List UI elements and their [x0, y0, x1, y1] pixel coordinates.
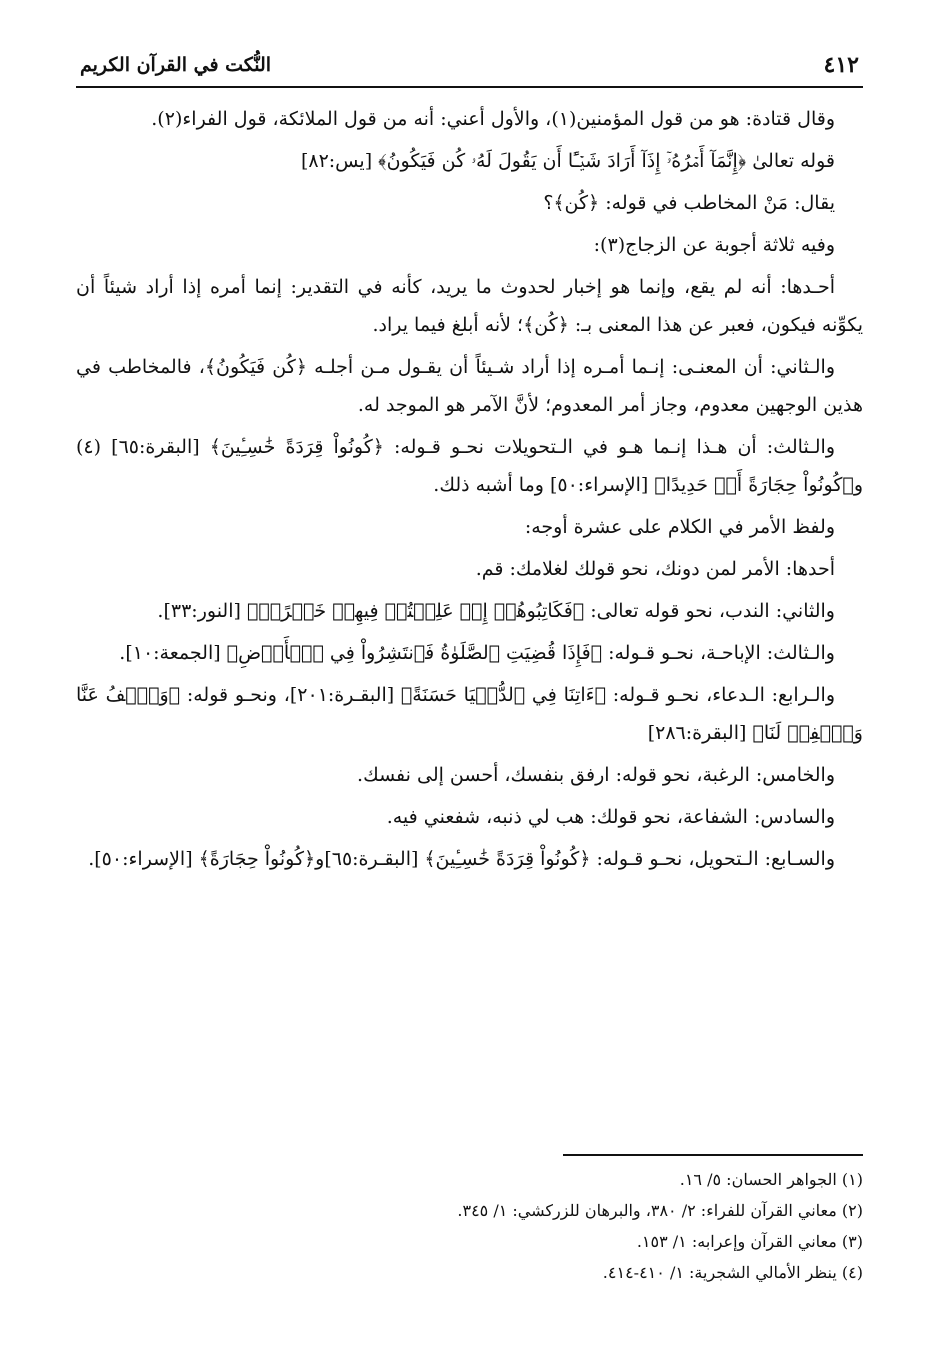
page-number: ٤١٢ — [823, 52, 859, 78]
paragraph: والخامس: الرغبة، نحو قوله: ارفق بنفسك، أحسن إلى نفسك. — [357, 764, 835, 786]
footnotes — [76, 1164, 863, 1288]
page-header — [76, 52, 863, 88]
footnote-separator — [563, 1154, 863, 1156]
paragraph: يقال: مَنْ المخاطب في قوله: ﴿كُن﴾؟ — [543, 192, 835, 214]
page-body — [76, 100, 863, 882]
paragraph: والـثالث: أن هـذا إنـما هـو في الـتحويلات نحـو قـوله: ﴿كُونُواْ قِرَدَةً خَٰسِـِٔينَ﴾ [البقرة:٦٥] (٤) و﴿كُونُواْ حِجَارَةً أَوۡ حَدِيدًا﴾ [الإسراء:٥٠] وما أشبه ذلك. — [76, 436, 863, 496]
paragraph: ولفظ الأمر في الكلام على عشرة أوجه: — [524, 516, 835, 538]
paragraph: وقال قتادة: هو من قول المؤمنين(١)، والأول أعني: أنه من قول الملائكة، قول الفراء(٢). — [151, 108, 835, 130]
paragraph: والسادس: الشفاعة، نحو قولك: هب لي ذنبه، شفعني فيه. — [386, 806, 835, 828]
footnote: (٤) ينظر الأمالي الشجرية: ١/ ٤١٠-٤١٤. — [602, 1263, 863, 1282]
paragraph: والـرابع: الـدعاء، نحـو قـوله: ﴿ءَاتِنَا فِي ٱلدُّنۡيَا حَسَنَةً﴾ [البقـرة:٢٠١]، ونحـو قوله: ﴿وَٱعۡفُ عَنَّا وَٱغۡفِرۡ لَنَا﴾ [البقرة:٢٨٦] — [76, 684, 863, 744]
footnote: (٣) معاني القرآن وإعرابه: ١/ ١٥٣. — [636, 1232, 863, 1251]
paragraph: قوله تعالىٰ ﴿إِنَّمَآ أَمۡرُهُۥٓ إِذَآ أَرَادَ شَيۡـًٔا أَن يَقُولَ لَهُۥ كُن فَيَكُونُ﴾ [يس:٨٢] — [300, 150, 835, 172]
paragraph: أحدها: الأمر لمن دونك، نحو قولك لغلامك: قم. — [475, 558, 835, 580]
paragraph: والثاني: الندب، نحو قوله تعالى: ﴿فَكَاتِبُوهُمۡ إِنۡ عَلِمۡتُمۡ فِيهِمۡ خَيۡرًاۖ﴾ [النور:٣٣]. — [157, 600, 835, 622]
paragraph: والـثالث: الإباحـة، نحـو قـوله: ﴿فَإِذَا قُضِيَتِ ٱلصَّلَوٰةُ فَٱنتَشِرُواْ فِي ٱلۡأَرۡضِ﴾ [الجمعة:١٠]. — [119, 642, 835, 664]
footnote: (١) الجواهر الحسان: ٥/ ١٦. — [679, 1170, 863, 1189]
paragraph: وفيه ثلاثة أجوبة عن الزجاج(٣): — [593, 234, 835, 256]
paragraph: أحـدها: أنه لم يقع، وإنما هو إخبار لحدوث ما يريد، كأنه في التقدير: إنما أمره إذا أراد شيئاً أن يكوِّنه فيكون، فعبر عن هذا المعنى بـ: ﴿كُن﴾؛ لأنه أبلغ فيما يراد. — [76, 276, 863, 336]
paragraph: والـثاني: أن المعنـى: إنـما أمـره إذا أراد شـيئاً أن يقـول مـن أجلـه ﴿كُن فَيَكُونُ﴾، فالمخاطب في هذين الوجهين معدوم، وجاز أمر المعدوم؛ لأنَّ الآمر هو الموجد له. — [76, 356, 863, 416]
footnote: (٢) معاني القرآن للفراء: ٢/ ٣٨٠، والبرهان للزركشي: ١/ ٣٤٥. — [457, 1201, 863, 1220]
paragraph: والسـابع: الـتحويل، نحـو قـوله: ﴿كُونُواْ قِرَدَةً خَٰسِـِٔينَ﴾ [البقـرة:٦٥]و﴿كُونُواْ حِجَارَةً﴾ [الإسراء:٥٠]. — [88, 848, 835, 870]
book-title: النُّكت في القرآن الكريم — [80, 54, 272, 76]
